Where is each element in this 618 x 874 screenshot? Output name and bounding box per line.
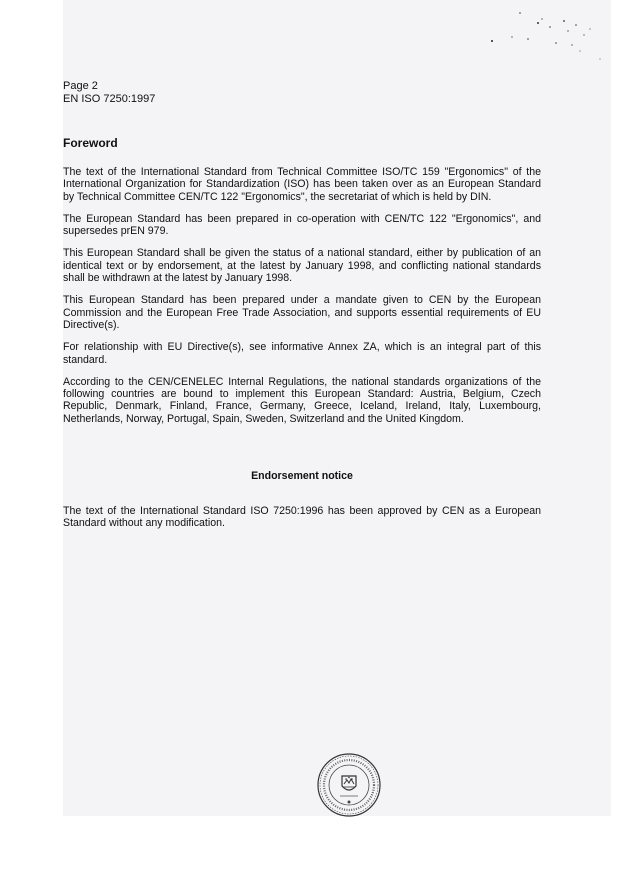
foreword-heading: Foreword	[63, 136, 118, 150]
endorsement-text: The text of the International Standard ISO 7250:1996 has been approved by CEN as a European Standard without any modification.	[63, 505, 541, 530]
foreword-paragraph: The European Standard has been prepared in co-operation with CEN/TC 122 "Ergonomics", and supersedes prEN 979.	[63, 212, 541, 238]
foreword-paragraph: This European Standard has been prepared under a mandate given to CEN by the European Commission and the European Free Trade Association, and supports essential requirements of EU Directive(s).	[63, 294, 541, 331]
standard-id: EN ISO 7250:1997	[63, 93, 156, 105]
scan-noise-marks	[480, 5, 610, 65]
foreword-paragraph: The text of the International Standard from Technical Committee ISO/TC 159 "Ergonomics" of the International Organization for Standardization (ISO) has been taken over as an European Standard by Technical Committee CEN/TC 122 "Ergonomics", the secretariat of which is held by DIN.	[63, 166, 541, 203]
page-header	[63, 80, 155, 106]
foreword-paragraph: For relationship with EU Directive(s), see informative Annex ZA, which is an integral part of this standard.	[63, 341, 541, 366]
foreword-paragraph: This European Standard shall be given the status of a national standard, either by publication of an identical text or by endorsement, at the latest by January 1998, and conflicting national standards shall be withdrawn at the latest by January 1998.	[63, 247, 541, 285]
official-stamp-icon	[316, 752, 382, 818]
endorsement-heading: Endorsement notice	[251, 470, 353, 482]
page-number: Page 2	[63, 80, 98, 92]
foreword-body	[63, 166, 541, 435]
foreword-paragraph: According to the CEN/CENELEC Internal Regulations, the national standards organizations of the following countries are bound to implement this European Standard: Austria, Belgium, Czech Republic, Denmark, Finland, France, Germany, Greece, Iceland, Ireland, Italy, Luxembourg, Netherlands, Norway, Portugal, Spain, Sweden, Switzerland and the United Kingdom.	[63, 375, 541, 425]
